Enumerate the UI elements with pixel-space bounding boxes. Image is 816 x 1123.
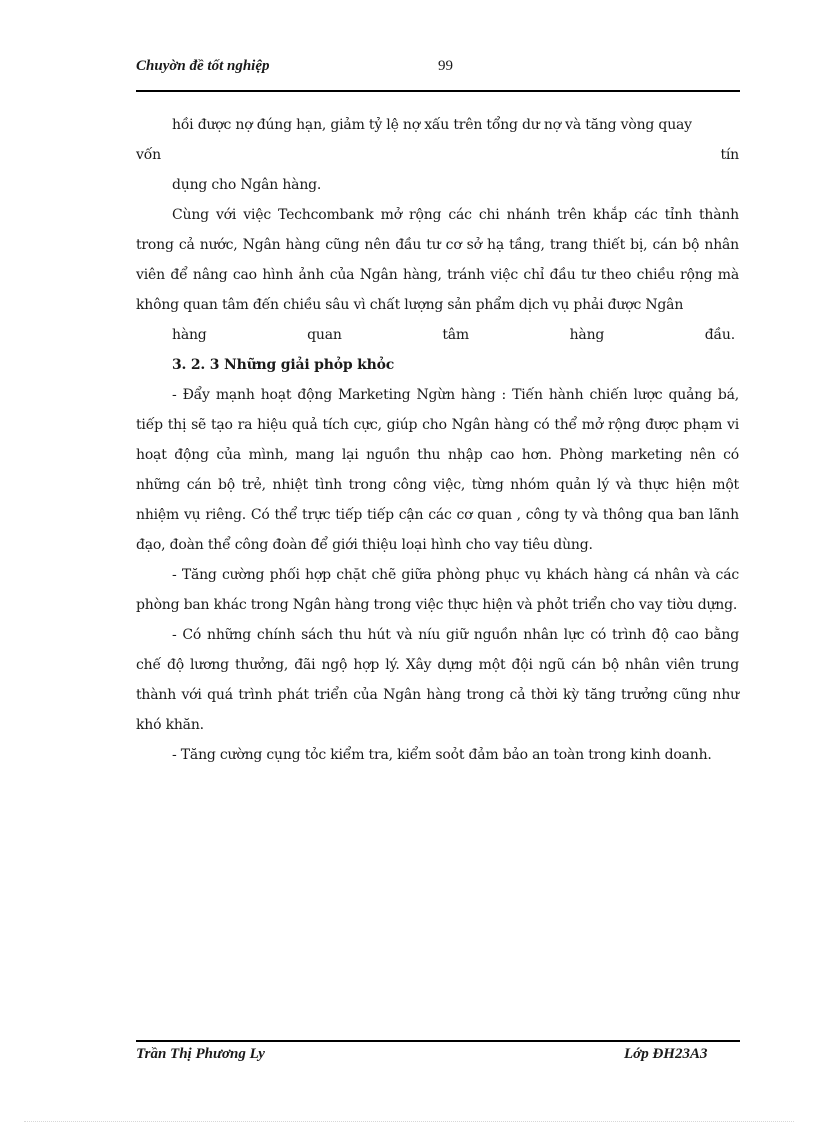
- section-heading: 3. 2. 3 Những giải phỏp khỏc: [172, 357, 395, 373]
- bullet-control: - Tăng cường cụng tỏc kiểm tra, kiểm soỏt đảm bảo an toàn trong kinh doanh.: [172, 747, 712, 763]
- bullet-coordination: - Tăng cường phối hợp chặt chẽ giữa phòng phục vụ khách hàng cá nhân và các phòng ban khác trong Ngân hàng trong việc thực hiện và phỏt triển cho vay tiờu dựng.: [136, 567, 739, 613]
- header-rule: [136, 90, 740, 92]
- body-line-justified: vốn tín: [136, 147, 739, 163]
- footer-class: Lớp ĐH23A3: [624, 1046, 708, 1062]
- body-line: dụng cho Ngân hàng.: [172, 177, 322, 193]
- paragraph-expansion-last-line: hàng quan tâm hàng đầu.: [172, 327, 735, 343]
- document-body: [136, 110, 739, 770]
- page-bottom-edge: [24, 1121, 794, 1122]
- bullet-human-resources: - Có những chính sách thu hút và níu giữ nguồn nhân lực có trình độ cao bằng chế độ lương thưởng, đãi ngộ hợp lý. Xây dựng một đội ngũ cán bộ nhân viên trung thành với quá trình phát triển của Ngân hàng trong cả thời kỳ tăng trưởng cũng như khó khăn.: [136, 627, 739, 733]
- body-line: hồi được nợ đúng hạn, giảm tỷ lệ nợ xấu trên tổng dư nợ và tăng vòng quay: [172, 117, 692, 133]
- bullet-marketing: - Đẩy mạnh hoạt động Marketing Ngừn hàng : Tiến hành chiến lược quảng bá, tiếp thị sẽ tạo ra hiệu quả tích cực, giúp cho Ngân hàng có thể mở rộng được phạm vi hoạt động của mình, mang lại nguồn thu nhập cao hơn. Phòng marketing nên có những cán bộ trẻ, nhiệt tình trong công việc, từng nhóm quản lý và thực hiện một nhiệm vụ riêng. Có thể trực tiếp tiếp cận các cơ quan , công ty và thông qua ban lãnh đạo, đoàn thể công đoàn để giới thiệu loại hình cho vay tiêu dùng.: [136, 387, 739, 553]
- footer-rule: [136, 1040, 740, 1042]
- footer-author: Trần Thị Phương Ly: [136, 1046, 265, 1062]
- paragraph-expansion: Cùng với việc Techcombank mở rộng các chi nhánh trên khắp các tỉnh thành trong cả nước, Ngân hàng cũng nên đầu tư cơ sở hạ tầng, trang thiết bị, cán bộ nhân viên để nâng cao hình ảnh của Ngân hàng, tránh việc chỉ đầu tư theo chiều rộng mà không quan tâm đến chiều sâu vì chất lượng sản phẩm dịch vụ phải được Ngân: [136, 207, 739, 313]
- page-number: 99: [438, 58, 453, 74]
- header-title: Chuyờn đề tốt nghiệp: [136, 58, 270, 74]
